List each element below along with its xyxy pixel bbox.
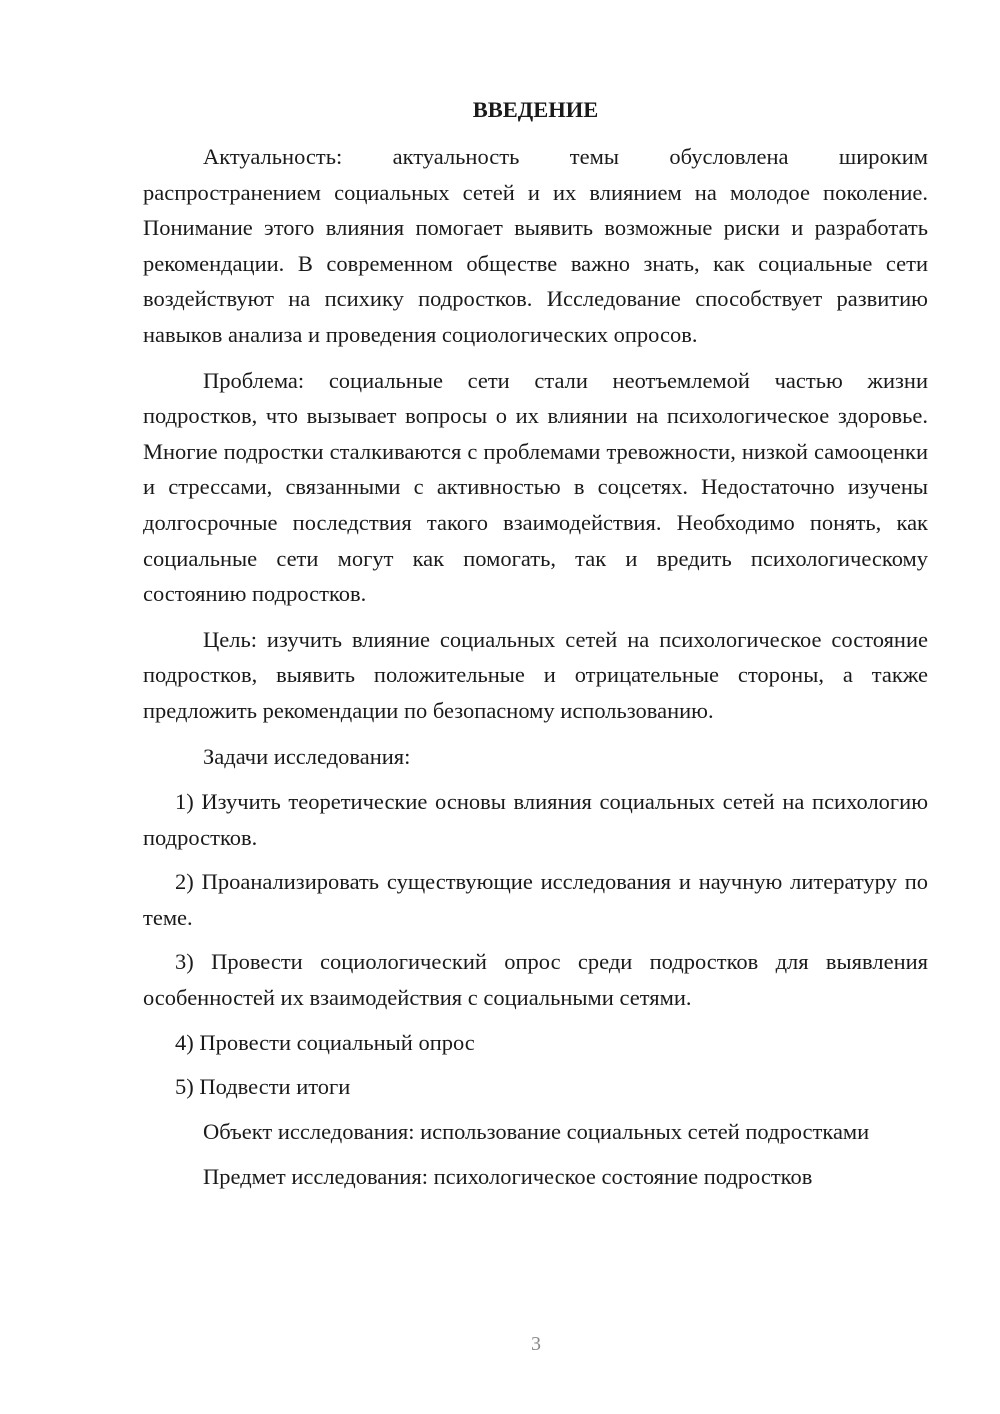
paragraph-object: Объект исследования: использование социальных сетей подростками — [203, 1118, 870, 1144]
task-item-5: 5) Подвести итоги — [175, 1074, 351, 1100]
paragraph-problem: Проблема: социальные сети стали неотъемлемой частью жизни подростков, что вызывает вопросы о их влиянии на психологическое здоровье. Многие подростки сталкиваются с проблемами тревожности, низкой самооценки и стрессами, связанными с активностью в соцсетях. Недостаточно изучены долгосрочные последствия такого взаимодействия. Необходимо понять, как социальные сети могут как помогать, так и вредить психологическому состоянию подростков. — [143, 367, 928, 607]
paragraph-subject: Предмет исследования: психологическое состояние подростков — [203, 1164, 813, 1190]
task-item-2: 2) Проанализировать существующие исследования и научную литературу по теме. — [143, 869, 928, 930]
page-content — [143, 92, 928, 1205]
paragraph-goal: Цель: изучить влияние социальных сетей на психологическое состояние подростков, выявить положительные и отрицательные стороны, а также предложить рекомендации по безопасному использованию. — [143, 626, 928, 723]
page-number: 3 — [531, 1333, 541, 1355]
task-item-4: 4) Провести социальный опрос — [175, 1029, 475, 1055]
task-item-3: 3) Провести социологический опрос среди подростков для выявления особенностей их взаимодействия с социальными сетями. — [143, 949, 928, 1011]
paragraph-relevance: Актуальность: актуальность темы обусловлена широким распространением социальных сетей и их влиянием на молодое поколение. Понимание этого влияния помогает выявить возможные риски и разработать рекомендации. В современном обществе важно знать, как социальные сети воздействуют на психику подростков. Исследование способствует развитию навыков анализа и проведения социологических опросов. — [143, 144, 928, 347]
tasks-heading: Задачи исследования: — [203, 743, 411, 769]
task-item-1: 1) Изучить теоретические основы влияния социальных сетей на психологию подростков. — [143, 789, 928, 850]
page-title: ВВЕДЕНИЕ — [472, 97, 599, 122]
